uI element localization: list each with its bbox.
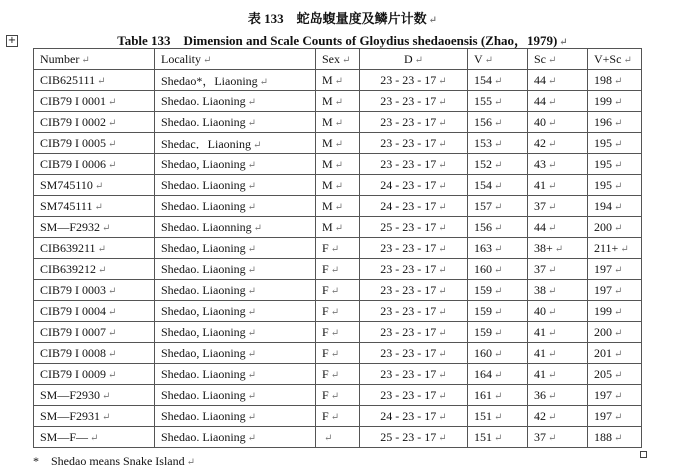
paragraph-mark-icon: ↵ <box>494 411 503 423</box>
paragraph-mark-icon: ↵ <box>614 264 623 276</box>
table-row <box>34 154 642 175</box>
table-cell: F ↵ <box>316 322 360 343</box>
paragraph-mark-icon: ↵ <box>330 369 340 381</box>
paragraph-mark-icon: ↵ <box>330 285 340 297</box>
paragraph-mark-icon: ↵ <box>108 369 117 381</box>
paragraph-mark-icon: ↵ <box>97 243 106 255</box>
paragraph-mark-icon: ↵ <box>438 411 447 423</box>
table-cell: 155 ↵ <box>468 91 528 112</box>
table-cell: 23 - 23 - 17 ↵ <box>360 70 468 91</box>
paragraph-mark-icon: ↵ <box>494 432 503 444</box>
paragraph-mark-icon: ↵ <box>98 264 107 276</box>
table-cell: Shedao. Liaoning ↵ <box>155 427 316 448</box>
table-cell: 164 ↵ <box>468 364 528 385</box>
paragraph-mark-icon: ↵ <box>548 117 557 129</box>
table-cell: 194 ↵ <box>588 196 642 217</box>
table-cell: F ↵ <box>316 343 360 364</box>
table-cell: F ↵ <box>316 280 360 301</box>
paragraph-mark-icon: ↵ <box>247 432 257 444</box>
table-cell: CIB639211 ↵ <box>34 238 155 259</box>
paragraph-mark-icon: ↵ <box>438 222 447 234</box>
paragraph-mark-icon: ↵ <box>614 432 623 444</box>
paragraph-mark-icon: ↵ <box>247 117 257 129</box>
table-cell: 23 - 23 - 17 ↵ <box>360 112 468 133</box>
table-cell: 44 ↵ <box>528 70 588 91</box>
paragraph-mark-icon: ↵ <box>247 369 257 381</box>
paragraph-mark-icon: ↵ <box>494 96 503 108</box>
paragraph-mark-icon: ↵ <box>438 264 447 276</box>
table-title-chinese: 表 133 蛇岛蝮量度及鳞片计数 ↵ <box>247 11 438 26</box>
table-row <box>34 259 642 280</box>
table-cell: 156 ↵ <box>468 112 528 133</box>
table-cell: 156 ↵ <box>468 217 528 238</box>
table-cell: SM—F2931 ↵ <box>34 406 155 427</box>
paragraph-mark-icon: ↵ <box>330 390 340 402</box>
table-cell: Shedao. Liaoning ↵ <box>155 175 316 196</box>
paragraph-mark-icon: ↵ <box>330 348 340 360</box>
table-cell: F ↵ <box>316 301 360 322</box>
paragraph-mark-icon: ↵ <box>614 306 623 318</box>
paragraph-mark-icon: ↵ <box>102 222 111 234</box>
table-cell: 23 - 23 - 17 ↵ <box>360 322 468 343</box>
table-cell: 163 ↵ <box>468 238 528 259</box>
paragraph-mark-icon: ↵ <box>438 390 447 402</box>
table-cell: 151 ↵ <box>468 427 528 448</box>
table-cell: F ↵ <box>316 259 360 280</box>
paragraph-mark-icon: ↵ <box>252 139 262 151</box>
paragraph-mark-icon: ↵ <box>247 180 257 192</box>
paragraph-mark-icon: ↵ <box>334 159 344 171</box>
table-cell: 201 ↵ <box>588 343 642 364</box>
paragraph-mark-icon: ↵ <box>548 411 557 423</box>
paragraph-mark-icon: ↵ <box>330 327 340 339</box>
table-cell: 23 - 23 - 17 ↵ <box>360 343 468 364</box>
table-cell: 24 - 23 - 17 ↵ <box>360 196 468 217</box>
table-cell: 25 - 23 - 17 ↵ <box>360 427 468 448</box>
table-cell: Shedao*，Liaoning ↵ <box>155 70 316 91</box>
table-cell: 159 ↵ <box>468 301 528 322</box>
table-cell: 37 ↵ <box>528 259 588 280</box>
table-row <box>34 175 642 196</box>
column-header: V+Sc ↵ <box>588 49 642 70</box>
table-cell: CIB79 I 0002 ↵ <box>34 112 155 133</box>
table-body <box>34 70 642 448</box>
paragraph-mark-icon: ↵ <box>494 138 503 150</box>
table-cell: 40 ↵ <box>528 301 588 322</box>
paragraph-mark-icon: ↵ <box>438 369 447 381</box>
paragraph-mark-icon: ↵ <box>438 96 447 108</box>
paragraph-mark-icon: ↵ <box>614 222 623 234</box>
paragraph-mark-icon: ↵ <box>494 327 503 339</box>
paragraph-mark-icon: ↵ <box>259 76 269 88</box>
paragraph-mark-icon: ↵ <box>438 327 447 339</box>
table-cell: 44 ↵ <box>528 217 588 238</box>
table-cell: 23 - 23 - 17 ↵ <box>360 364 468 385</box>
table-title-english: Table 133 Dimension and Scale Counts of Gloydius shedaoensis (Zhao，1979) ↵ <box>117 33 568 48</box>
table-cell: 211+ ↵ <box>588 238 642 259</box>
paragraph-mark-icon: ↵ <box>494 117 503 129</box>
table-cell: 41 ↵ <box>528 322 588 343</box>
table-cell: 25 - 23 - 17 ↵ <box>360 217 468 238</box>
paragraph-mark-icon: ↵ <box>247 243 257 255</box>
table-cell: CIB79 I 0007 ↵ <box>34 322 155 343</box>
table-cell: 41 ↵ <box>528 175 588 196</box>
paragraph-mark-icon: ↵ <box>438 243 447 255</box>
table-cell: M ↵ <box>316 175 360 196</box>
table-cell: M ↵ <box>316 112 360 133</box>
table-cell: SM745111 ↵ <box>34 196 155 217</box>
table-cell: 160 ↵ <box>468 259 528 280</box>
table-row <box>34 238 642 259</box>
table-cell: SM745110 ↵ <box>34 175 155 196</box>
paragraph-mark-icon: ↵ <box>247 348 257 360</box>
paragraph-mark-icon: ↵ <box>253 222 263 234</box>
paragraph-mark-icon: ↵ <box>548 306 557 318</box>
paragraph-mark-icon: ↵ <box>620 243 629 255</box>
paragraph-mark-icon: ↵ <box>548 327 557 339</box>
paragraph-mark-icon: ↵ <box>623 54 632 66</box>
paragraph-mark-icon: ↵ <box>548 96 557 108</box>
table-cell: Shedao, Liaoning ↵ <box>155 238 316 259</box>
paragraph-mark-icon: ↵ <box>102 390 111 402</box>
table-cell: 37 ↵ <box>528 427 588 448</box>
table-row <box>34 70 642 91</box>
table-cell: 195 ↵ <box>588 133 642 154</box>
table-row <box>34 112 642 133</box>
table-cell: SM—F— ↵ <box>34 427 155 448</box>
table-cell: 159 ↵ <box>468 280 528 301</box>
table-cell: Shedao. Liaoning ↵ <box>155 385 316 406</box>
table-cell: 23 - 23 - 17 ↵ <box>360 301 468 322</box>
paragraph-mark-icon: ↵ <box>614 390 623 402</box>
paragraph-mark-icon: ↵ <box>614 159 623 171</box>
paragraph-mark-icon: ↵ <box>94 180 104 192</box>
column-header: Number ↵ <box>34 49 155 70</box>
table-row <box>34 406 642 427</box>
column-header: D ↵ <box>360 49 468 70</box>
table-cell: 43 ↵ <box>528 154 588 175</box>
paragraph-mark-icon: ↵ <box>548 75 557 87</box>
table-cell: CIB625111 ↵ <box>34 70 155 91</box>
table-cell: Shedao. Liaoning ↵ <box>155 112 316 133</box>
paragraph-mark-icon: ↵ <box>548 390 557 402</box>
table-cell: 42 ↵ <box>528 133 588 154</box>
table-row <box>34 364 642 385</box>
paragraph-mark-icon: ↵ <box>108 138 117 150</box>
table-cell: CIB79 I 0001 ↵ <box>34 91 155 112</box>
table-cell: Shedao. Liaoning ↵ <box>155 280 316 301</box>
paragraph-mark-icon: ↵ <box>108 159 117 171</box>
table-row <box>34 133 642 154</box>
table-cell: 24 - 23 - 17 ↵ <box>360 175 468 196</box>
table-cell: 197 ↵ <box>588 280 642 301</box>
paragraph-mark-icon: ↵ <box>438 201 447 213</box>
paragraph-mark-icon: ↵ <box>330 264 340 276</box>
table-cell: CIB79 I 0009 ↵ <box>34 364 155 385</box>
column-header: Sex ↵ <box>316 49 360 70</box>
paragraph-mark-icon: ↵ <box>614 201 623 213</box>
paragraph-mark-icon: ↵ <box>494 75 503 87</box>
paragraph-mark-icon: ↵ <box>102 411 111 423</box>
table-cell: 23 - 23 - 17 ↵ <box>360 91 468 112</box>
paragraph-mark-icon: ↵ <box>247 411 257 423</box>
table-cell: M ↵ <box>316 70 360 91</box>
table-cell <box>316 427 360 448</box>
paragraph-mark-icon: ↵ <box>494 285 503 297</box>
column-header: V ↵ <box>468 49 528 70</box>
table-cell: 197 ↵ <box>588 259 642 280</box>
paragraph-mark-icon: ↵ <box>494 348 503 360</box>
paragraph-mark-icon: ↵ <box>548 348 557 360</box>
paragraph-mark-icon: ↵ <box>247 96 257 108</box>
paragraph-mark-icon: ↵ <box>330 411 340 423</box>
paragraph-mark-icon: ↵ <box>438 75 447 87</box>
table-cell: CIB79 I 0008 ↵ <box>34 343 155 364</box>
table-cell: M ↵ <box>316 91 360 112</box>
paragraph-mark-icon: ↵ <box>342 54 351 66</box>
table-cell: 197 ↵ <box>588 385 642 406</box>
table-row <box>34 385 642 406</box>
paragraph-mark-icon: ↵ <box>202 54 212 66</box>
table-cell: 199 ↵ <box>588 91 642 112</box>
paragraph-mark-icon: ↵ <box>438 117 447 129</box>
table-cell: CIB79 I 0003 ↵ <box>34 280 155 301</box>
paragraph-mark-icon: ↵ <box>614 348 623 360</box>
table-cell: 161 ↵ <box>468 385 528 406</box>
paragraph-mark-icon: ↵ <box>90 432 99 444</box>
paragraph-mark-icon: ↵ <box>334 138 344 150</box>
table-cell: 205 ↵ <box>588 364 642 385</box>
paragraph-mark-icon: ↵ <box>438 159 447 171</box>
table-cell: Shedac．Liaoning ↵ <box>155 133 316 154</box>
table-cell: Shedao, Liaoning ↵ <box>155 301 316 322</box>
table-row <box>34 217 642 238</box>
paragraph-mark-icon: ↵ <box>548 285 557 297</box>
paragraph-mark-icon: ↵ <box>334 201 344 213</box>
paragraph-mark-icon: ↵ <box>108 306 117 318</box>
table-row <box>34 301 642 322</box>
table-cell: 151 ↵ <box>468 406 528 427</box>
table-cell: 195 ↵ <box>588 175 642 196</box>
table-row <box>34 196 642 217</box>
column-header: Locality ↵ <box>155 49 316 70</box>
table-cell: 200 ↵ <box>588 217 642 238</box>
table-cell: 42 ↵ <box>528 406 588 427</box>
data-table <box>33 48 642 448</box>
paragraph-mark-icon: ↵ <box>614 411 623 423</box>
paragraph-mark-icon: ↵ <box>494 180 503 192</box>
paragraph-mark-icon: ↵ <box>334 222 344 234</box>
paragraph-mark-icon: ↵ <box>614 75 623 87</box>
table-cell: M ↵ <box>316 196 360 217</box>
paragraph-mark-icon: ↵ <box>438 432 447 444</box>
table-cell: 44 ↵ <box>528 91 588 112</box>
paragraph-mark-icon: ↵ <box>108 327 117 339</box>
table-cell: 24 - 23 - 17 ↵ <box>360 406 468 427</box>
table-cell: SM—F2932 ↵ <box>34 217 155 238</box>
paragraph-mark-icon: ↵ <box>324 432 333 444</box>
table-cell: Shedao, Liaoning ↵ <box>155 154 316 175</box>
table-cell: Shedao. Liaonning ↵ <box>155 217 316 238</box>
table-cell: CIB79 I 0004 ↵ <box>34 301 155 322</box>
paragraph-mark-icon: ↵ <box>494 159 503 171</box>
table-cell: Shedao. Liaoning ↵ <box>155 91 316 112</box>
paragraph-mark-icon: ↵ <box>614 117 623 129</box>
paragraph-mark-icon: ↵ <box>548 264 557 276</box>
table-cell: F ↵ <box>316 238 360 259</box>
paragraph-mark-icon: ↵ <box>614 285 623 297</box>
paragraph-mark-icon: ↵ <box>334 117 344 129</box>
paragraph-mark-icon: ↵ <box>97 75 106 87</box>
paragraph-mark-icon: ↵ <box>484 54 494 66</box>
paragraph-mark-icon: ↵ <box>548 369 557 381</box>
table-cell: Shedao. Liaoning ↵ <box>155 196 316 217</box>
resize-handle-icon[interactable] <box>640 451 647 458</box>
paragraph-mark-icon: ↵ <box>548 180 557 192</box>
table-cell: Shedao. Liaoning ↵ <box>155 364 316 385</box>
paragraph-mark-icon: ↵ <box>494 201 503 213</box>
paragraph-mark-icon: ↵ <box>614 96 623 108</box>
paragraph-mark-icon: ↵ <box>548 432 557 444</box>
table-cell: Shedao, Liaoning ↵ <box>155 343 316 364</box>
table-cell: F ↵ <box>316 406 360 427</box>
paragraph-mark-icon: ↵ <box>614 180 623 192</box>
paragraph-mark-icon: ↵ <box>614 327 623 339</box>
paragraph-mark-icon: ↵ <box>614 369 623 381</box>
paragraph-mark-icon: ↵ <box>438 285 447 297</box>
paragraph-mark-icon: ↵ <box>247 390 257 402</box>
table-cell: 23 - 23 - 17 ↵ <box>360 154 468 175</box>
paragraph-mark-icon: ↵ <box>414 54 424 66</box>
paragraph-mark-icon: ↵ <box>438 138 447 150</box>
table-cell: CIB639212 ↵ <box>34 259 155 280</box>
table-cell: 23 - 23 - 17 ↵ <box>360 133 468 154</box>
paragraph-mark-icon: ↵ <box>81 54 90 66</box>
table-cell: 154 ↵ <box>468 70 528 91</box>
paragraph-mark-icon: ↵ <box>438 306 447 318</box>
paragraph-mark-icon: ↵ <box>494 243 503 255</box>
table-cell: M ↵ <box>316 217 360 238</box>
table-cell: F ↵ <box>316 385 360 406</box>
paragraph-mark-icon: ↵ <box>554 243 564 255</box>
table-cell: 154 ↵ <box>468 175 528 196</box>
paragraph-mark-icon: ↵ <box>247 201 257 213</box>
table-cell: 196 ↵ <box>588 112 642 133</box>
table-cell: 40 ↵ <box>528 112 588 133</box>
table-cell: CIB79 I 0006 ↵ <box>34 154 155 175</box>
paragraph-mark-icon: ↵ <box>186 457 196 468</box>
table-cell: 41 ↵ <box>528 343 588 364</box>
table-cell: 197 ↵ <box>588 406 642 427</box>
paragraph-mark-icon: ↵ <box>614 138 623 150</box>
table-cell: 188 ↵ <box>588 427 642 448</box>
paragraph-mark-icon: ↵ <box>438 180 447 192</box>
table-cell: F ↵ <box>316 364 360 385</box>
table-cell: 153 ↵ <box>468 133 528 154</box>
paragraph-mark-icon: ↵ <box>548 138 557 150</box>
table-cell: M ↵ <box>316 133 360 154</box>
table-cell: 198 ↵ <box>588 70 642 91</box>
footnote: * Shedao means Snake Island ↵ <box>33 454 196 468</box>
paragraph-mark-icon: ↵ <box>330 306 340 318</box>
table-cell: SM—F2930 ↵ <box>34 385 155 406</box>
table-cell: 23 - 23 - 17 ↵ <box>360 238 468 259</box>
paragraph-mark-icon: ↵ <box>247 327 257 339</box>
table-cell: 159 ↵ <box>468 322 528 343</box>
table-cell: 38 ↵ <box>528 280 588 301</box>
table-cell: 23 - 23 - 17 ↵ <box>360 259 468 280</box>
table-cell: 157 ↵ <box>468 196 528 217</box>
table-cell: 37 ↵ <box>528 196 588 217</box>
paragraph-mark-icon: ↵ <box>334 96 344 108</box>
paragraph-mark-icon: ↵ <box>494 264 503 276</box>
move-handle-icon[interactable]: + <box>7 35 17 46</box>
paragraph-mark-icon: ↵ <box>330 243 340 255</box>
paragraph-mark-icon: ↵ <box>548 222 557 234</box>
table-cell: 36 ↵ <box>528 385 588 406</box>
table-cell: 160 ↵ <box>468 343 528 364</box>
table-cell: 152 ↵ <box>468 154 528 175</box>
table-cell: Shedao, Liaoning ↵ <box>155 322 316 343</box>
table-cell: M ↵ <box>316 154 360 175</box>
table-cell: 41 ↵ <box>528 364 588 385</box>
paragraph-mark-icon: ↵ <box>94 201 103 213</box>
paragraph-mark-icon: ↵ <box>438 348 447 360</box>
paragraph-mark-icon: ↵ <box>548 159 557 171</box>
paragraph-mark-icon: ↵ <box>108 348 117 360</box>
table-cell: 38+ ↵ <box>528 238 588 259</box>
paragraph-mark-icon: ↵ <box>247 264 257 276</box>
paragraph-mark-icon: ↵ <box>334 75 344 87</box>
table-row <box>34 280 642 301</box>
table-cell: CIB79 I 0005 ↵ <box>34 133 155 154</box>
table-row <box>34 427 642 448</box>
paragraph-mark-icon: ↵ <box>247 285 257 297</box>
paragraph-mark-icon: ↵ <box>108 285 117 297</box>
table-cell: 23 - 23 - 17 ↵ <box>360 280 468 301</box>
paragraph-mark-icon: ↵ <box>247 306 257 318</box>
paragraph-mark-icon: ↵ <box>428 15 438 26</box>
paragraph-mark-icon: ↵ <box>108 96 117 108</box>
paragraph-mark-icon: ↵ <box>494 306 503 318</box>
table-cell: Shedao. Liaoning ↵ <box>155 259 316 280</box>
column-header: Sc ↵ <box>528 49 588 70</box>
table-cell: Shedao. Liaoning ↵ <box>155 406 316 427</box>
table-cell: 199 ↵ <box>588 301 642 322</box>
table-row <box>34 343 642 364</box>
paragraph-mark-icon: ↵ <box>494 222 503 234</box>
paragraph-mark-icon: ↵ <box>548 54 557 66</box>
table-cell: 23 - 23 - 17 ↵ <box>360 385 468 406</box>
paragraph-mark-icon: ↵ <box>559 37 568 48</box>
paragraph-mark-icon: ↵ <box>494 369 503 381</box>
table-cell: 200 ↵ <box>588 322 642 343</box>
paragraph-mark-icon: ↵ <box>494 390 503 402</box>
header-row <box>34 49 642 70</box>
paragraph-mark-icon: ↵ <box>247 159 257 171</box>
table-cell: 195 ↵ <box>588 154 642 175</box>
paragraph-mark-icon: ↵ <box>108 117 117 129</box>
table-row <box>34 91 642 112</box>
paragraph-mark-icon: ↵ <box>334 180 344 192</box>
table-row <box>34 322 642 343</box>
paragraph-mark-icon: ↵ <box>548 201 557 213</box>
